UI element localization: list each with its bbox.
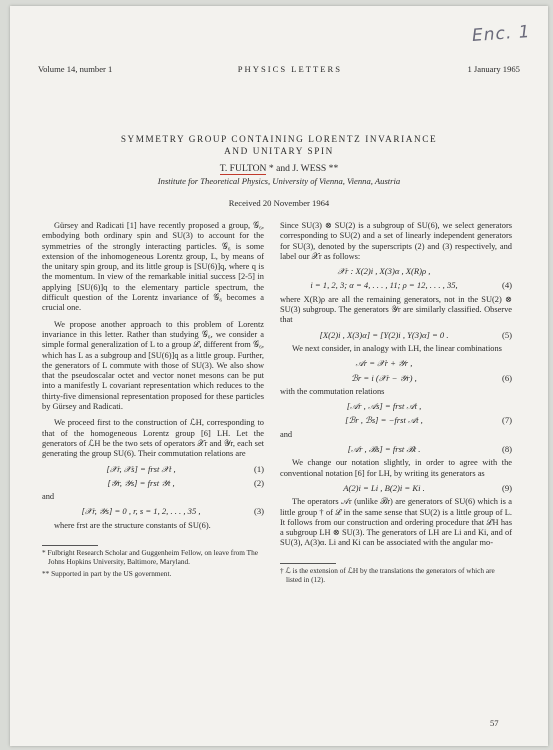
paper-page (10, 6, 548, 746)
conjunction: and (42, 492, 55, 502)
equation-7a: [𝒜r , 𝒜s] = frst 𝒜t , (346, 401, 422, 412)
footnote: ** Supported in part by the US government. (42, 568, 172, 578)
paragraph: We proceed first to the construction of ℒH, corresponding to that of the homogeneous Lorentz group [6] LH. Let the generators of ℒH be the two sets of operators 𝒳r and 𝒴r, each set generating the group SU(6). Their commutation relations are (42, 418, 264, 459)
paragraph: The operators 𝒜r (unlike ℬr) are generators of SU(6) which is a little group † of ℒ in the same sense that SU(2) is a little group of L. It follows from our construction and ordering procedure that ℒH has a subgroup LH ⊗ SU(3). The generators of LH are Li and Ki, and of SU(3), A(3)α. Li and Ki can be associated with the angular mo- (280, 497, 512, 548)
running-header (38, 64, 520, 74)
handwritten-annotation: Enc. 1 (471, 21, 532, 47)
equation-4a: 𝒳r : X(2)i , X(3)α , X(R)ρ , (337, 266, 431, 277)
equation-5: [X(2)i , X(3)α] = [Y(2)i , Y(3)α] = 0 . (5) (319, 329, 512, 340)
equation-2: [𝒴r, 𝒴s] = frst 𝒴t , (2) (107, 477, 264, 488)
paragraph: Gürsey and Radicati [1] have recently proposed a group, 𝒢₆, embodying both ordinary spin and SU(3) to account for the symmetries of the strongly interacting particles. 𝒢₆ is some extension of the inhomogeneous Lorentz group, L, by means of the unitary spin group, and its little group is [SU(6)]q, where q is the momentum. In view of the remarkable initial success [2-5] in applying [SU(6)]q to the elementary particle spectrum, the difficult question of the Lorentz invariance of 𝒢₆ becomes a crucial one. (42, 221, 264, 313)
paper-title: SYMMETRY GROUP CONTAINING LORENTZ INVARIANCE AND UNITARY SPIN (120, 134, 438, 156)
author-fulton: T. FULTON (219, 163, 267, 174)
paragraph: We change our notation slightly, in order to agree with the conventional notation [6] for LH, by writing its generators as (280, 458, 512, 478)
affiliation: Institute for Theoretical Physics, University of Vienna, Vienna, Austria (157, 176, 401, 186)
right-column (280, 221, 512, 584)
equation-7b: [ℬr , ℬs] = −frst 𝒜t , (7) (345, 415, 512, 426)
footnote-rule (280, 563, 336, 564)
footnote: * Fulbright Research Scholar and Guggenheim Fellow, on leave from The Johns Hopkins University, Baltimore, Maryland. (42, 548, 259, 566)
equation-3: [𝒳r, 𝒴s] = 0 , r, s = 1, 2, . . . , 35 , (3) (81, 506, 264, 517)
page-number: 57 (490, 718, 499, 728)
paragraph: We next consider, in analogy with LH, the linear combinations (292, 343, 502, 353)
paragraph: where frst are the structure constants of SU(6). (54, 520, 211, 530)
equation-8: [𝒜r , ℬs] = frst ℬt . (8) (347, 444, 512, 455)
equation-6b: ℬr = i (𝒳r − 𝒴r) , (6) (351, 372, 512, 383)
received-date: Received 20 November 1964 (228, 198, 330, 208)
equation-6a: 𝒜r = 𝒳r + 𝒴r , (355, 358, 413, 369)
journal-name: PHYSICS LETTERS (237, 64, 343, 74)
conjunction: and (280, 429, 293, 439)
author-wess: J. WESS ** (292, 163, 339, 174)
issue-date: 1 January 1965 (467, 64, 520, 74)
left-column (42, 221, 264, 578)
equation-9: A(2)i = Li , B(2)i = Ki . (9) (343, 482, 512, 493)
paragraph: We propose another approach to this problem of Lorentz invariance in this letter. Rather than studying 𝒢₆, we consider a simple formal generalization of L to a group ℒ, different from 𝒢₆, which has L as a subgroup and [SU(6)]q as a little group. Further, the generators of L commute with those of SU(3). We also show that the pseudoscalar octet and vector nonet mesons can be put into a manifestly L covariant representation which reduces to the thirty-five dimensional representation proposed for these particles by Gürsey and Radicati. (42, 319, 264, 412)
paragraph: Since SU(3) ⊗ SU(2) is a subgroup of SU(6), we select generators corresponding to SU(2) and a set of linearly independent generators for SU(3), denoted by the superscripts (2) and (3) respectively, and label our 𝒳r as follows: (280, 221, 512, 261)
equation-1: [𝒳r, 𝒳s] = frst 𝒳t , (1) (106, 463, 264, 474)
footnote: † ℒ is the extension of ℒH by the translations the generators of which are listed in (12). (280, 565, 495, 584)
volume-label: Volume 14, number 1 (38, 64, 113, 74)
equation-4b: i = 1, 2, 3; α = 4, . . . , 11; ρ = 12, . . . , 35, (4) (310, 280, 512, 291)
footnote-rule (42, 545, 98, 546)
author-line: T. FULTON * and J. WESS ** (219, 163, 339, 174)
paragraph: where X(R)ρ are all the remaining generators, not in the SU(2) ⊗ SU(3) subgroup. The generators 𝒴r are similarly classified. Observe that (280, 294, 512, 325)
paragraph: with the commutation relations (280, 386, 385, 396)
